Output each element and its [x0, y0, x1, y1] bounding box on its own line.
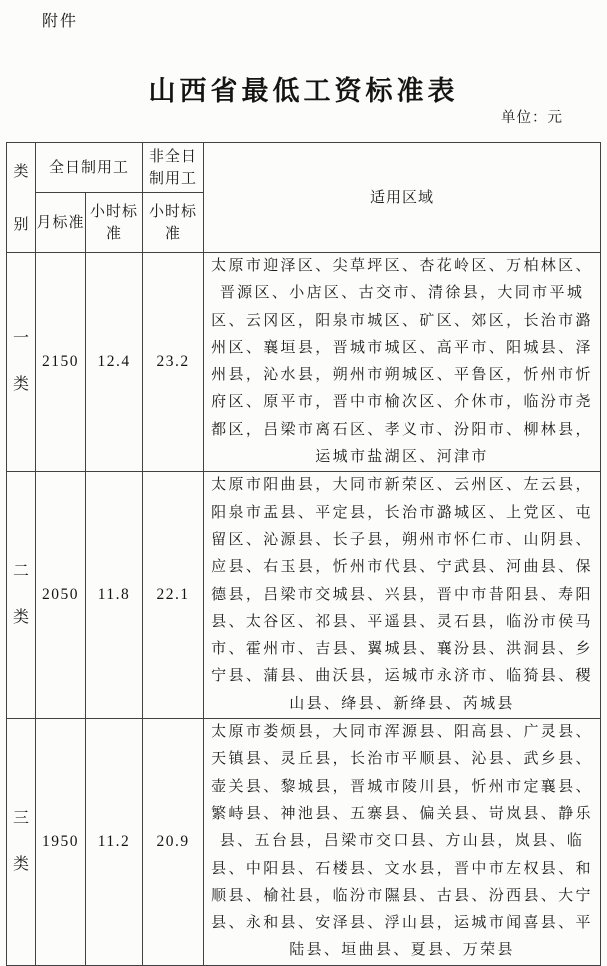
row3-parttime-hourly-standard: 20.9 [143, 719, 204, 966]
row2-regions: 太原市阳曲县，大同市新荣区、云州区、左云县，阳泉市盂县、平定县，长治市潞城区、上党区、屯留区、沁源县、长子县，朔州市怀仁市、山阴县、应县、右玉县，忻州市代县、宁武县、河曲县、保德县，吕梁市交城县、兴县，晋中市昔阳县、寿阳县、太谷区、祁县、平遥县、灵石县，临汾市侯马市、霍州市、吉县、翼城县、襄汾县、洪洞县、乡宁县、蒲县、曲沃县，运城市永济市、临猗县、稷山县、绛县、新绛县、芮城县 [204, 472, 601, 719]
row1-category-label: 一类 [13, 330, 30, 394]
row2-monthly-standard: 2050 [36, 472, 86, 719]
row1-hourly-standard: 12.4 [86, 253, 143, 472]
header-category-label: 类别 [13, 162, 29, 233]
row1-regions: 太原市迎泽区、尖草坪区、杏花岭区、万柏林区、晋源区、小店区、古交市、清徐县，大同市平城区、云冈区，阳泉市城区、矿区、郊区，长治市潞州区、襄垣县，晋城市城区、高平市、阳城县、泽州县，沁水县，朔州市朔城区、平鲁区，忻州市忻府区、原平市，晋中市榆次区、介休市，临汾市尧都区，吕梁市离石区、孝义市、汾阳市、柳林县，运城市盐湖区、河津市 [204, 253, 601, 472]
row3-monthly-standard: 1950 [36, 719, 86, 966]
table-row-class1 [7, 253, 601, 472]
row1-category [7, 253, 36, 472]
unit-note: 单位：元 [501, 110, 563, 126]
row3-category-label: 三类 [13, 809, 30, 873]
table-row-class3 [7, 719, 601, 966]
attachment-label: 附件 [42, 13, 79, 30]
header-category [7, 143, 36, 253]
header-part-time-hourly-standard: 小时标准 [143, 193, 204, 253]
row2-parttime-hourly-standard: 22.1 [143, 472, 204, 719]
page-title: 山西省最低工资标准表 [148, 76, 459, 108]
header-applicable-region: 适用区域 [204, 143, 601, 253]
row3-category [7, 719, 36, 966]
row1-monthly-standard: 2150 [36, 253, 86, 472]
row3-hourly-standard: 11.2 [86, 719, 143, 966]
header-hourly-standard: 小时标准 [86, 193, 143, 253]
header-part-time: 非全日制用工 [143, 143, 204, 193]
row2-category [7, 472, 36, 719]
row2-hourly-standard: 11.8 [86, 472, 143, 719]
header-row-1 [7, 143, 601, 193]
row2-category-label: 二类 [13, 563, 30, 627]
header-full-time: 全日制用工 [36, 143, 143, 193]
row3-regions: 太原市娄烦县，大同市浑源县、阳高县、广灵县、天镇县、灵丘县，长治市平顺县、沁县、武乡县、壶关县、黎城县，晋城市陵川县，忻州市定襄县、繁峙县、神池县、五寨县、偏关县、岢岚县、静乐县、五台县，吕梁市交口县、方山县，岚县、临县、中阳县、石楼县、文水县，晋中市左权县、和顺县、榆社县，临汾市隰县、古县、汾西县、大宁县、永和县、安泽县、浮山县，运城市闻喜县、平陆县、垣曲县、夏县、万荣县 [204, 719, 601, 966]
row1-parttime-hourly-standard: 23.2 [143, 253, 204, 472]
table-row-class2 [7, 472, 601, 719]
wage-standard-table [6, 142, 601, 966]
header-monthly-standard: 月标准 [36, 193, 86, 253]
